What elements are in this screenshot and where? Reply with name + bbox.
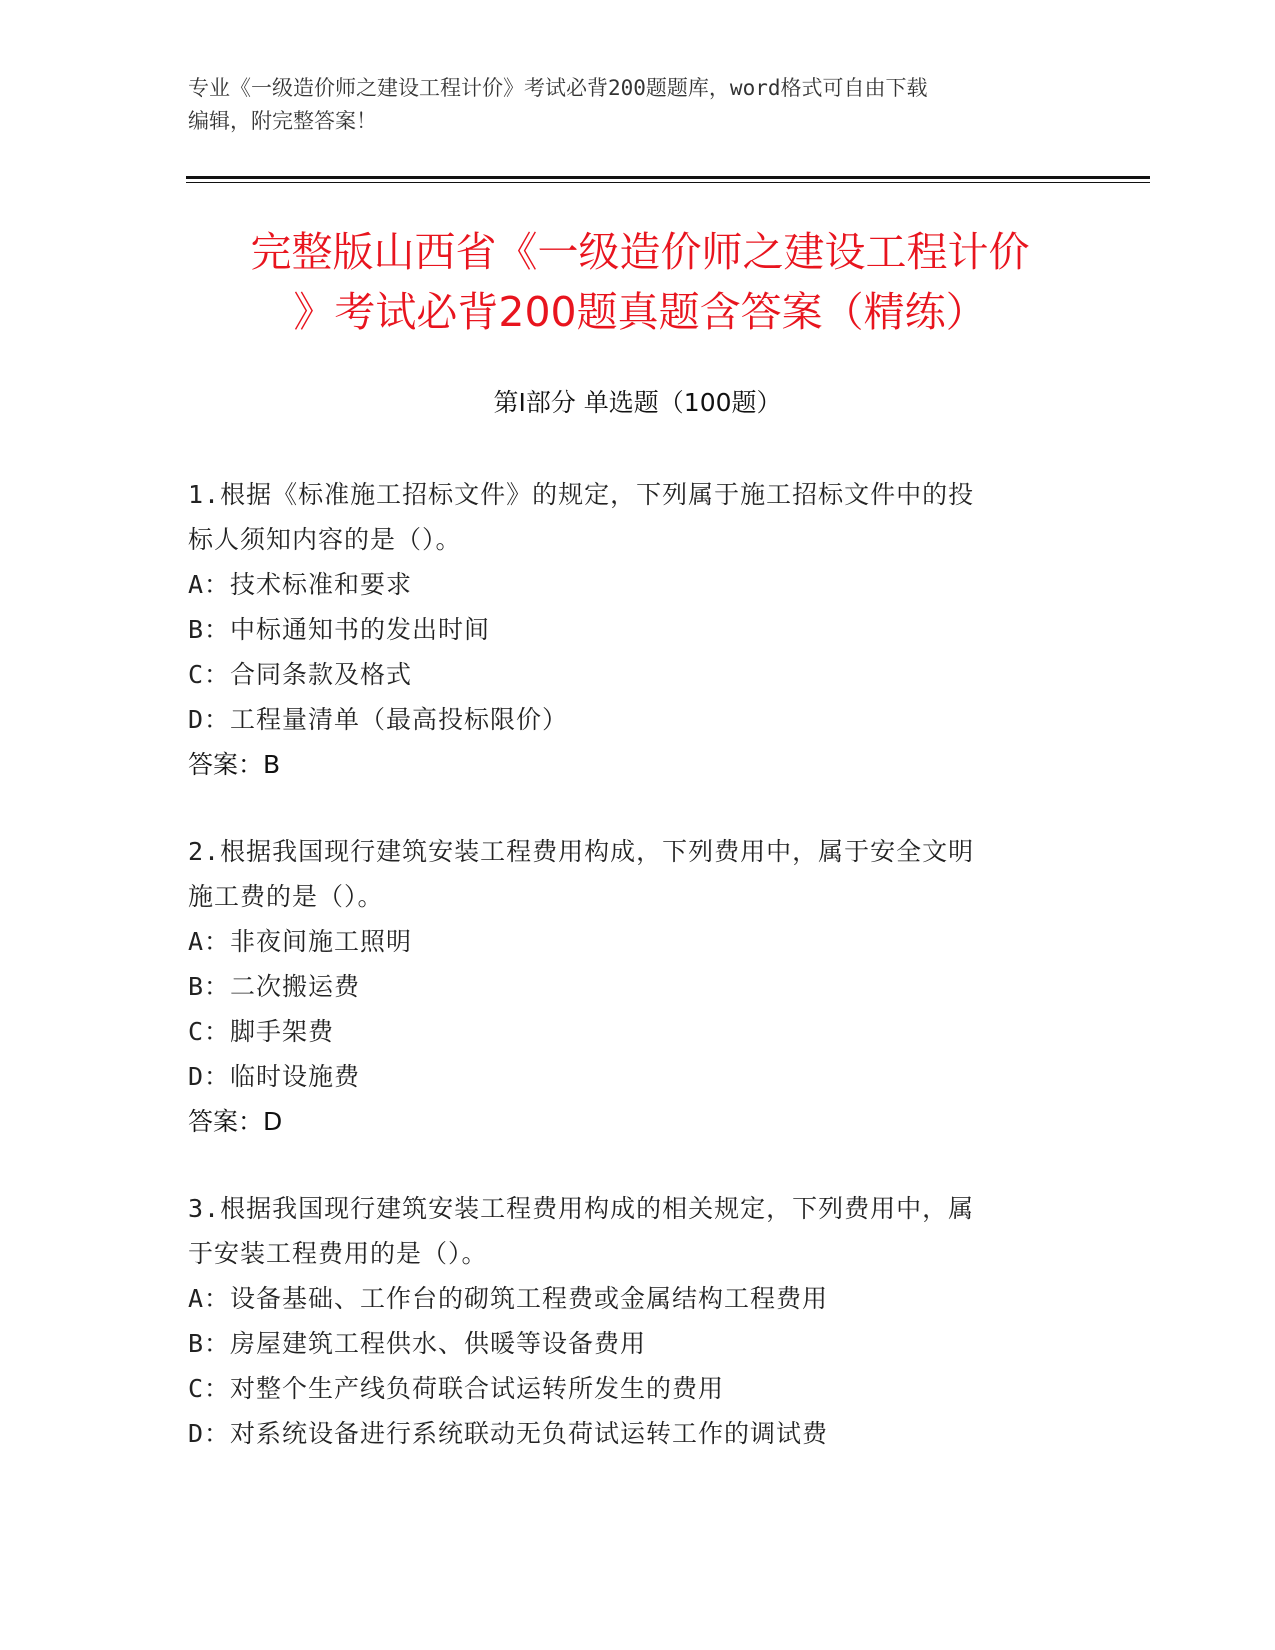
document-title [190, 222, 1090, 342]
option-a: A：技术标准和要求 [188, 570, 413, 599]
question-stem-line-1: 3.根据我国现行建筑安装工程费用构成的相关规定，下列费用中，属 [188, 1194, 975, 1223]
option-d: D：临时设施费 [188, 1062, 361, 1091]
question-stem-line-2: 施工费的是（）。 [188, 882, 384, 911]
question-stem-line-2: 于安装工程费用的是（）。 [188, 1239, 488, 1268]
option-b: B：房屋建筑工程供水、供暖等设备费用 [188, 1329, 647, 1358]
question-list [188, 472, 1068, 1498]
question-1 [188, 472, 1068, 787]
option-c: C：对整个生产线负荷联合试运转所发生的费用 [188, 1374, 725, 1403]
answer: 答案：B [188, 750, 281, 779]
option-c: C：脚手架费 [188, 1017, 335, 1046]
question-stem-line-2: 标人须知内容的是（）。 [188, 525, 462, 554]
option-a: A：非夜间施工照明 [188, 927, 413, 956]
document-title-line-2: 》考试必背200题真题含答案（精练） [293, 288, 987, 336]
option-c: C：合同条款及格式 [188, 660, 413, 689]
option-b: B：中标通知书的发出时间 [188, 615, 491, 644]
document-title-line-1: 完整版山西省《一级造价师之建设工程计价 [250, 228, 1030, 276]
option-b: B：二次搬运费 [188, 972, 361, 1001]
answer: 答案：D [188, 1107, 283, 1136]
option-d: D：工程量清单（最高投标限价） [188, 705, 569, 734]
question-stem-line-1: 2.根据我国现行建筑安装工程费用构成，下列费用中，属于安全文明 [188, 837, 975, 866]
question-stem-line-1: 1.根据《标准施工招标文件》的规定，下列属于施工招标文件中的投 [188, 480, 975, 509]
header-note-line-2: 编辑，附完整答案！ [188, 109, 377, 133]
question-3 [188, 1186, 1068, 1456]
header-divider-thick [186, 176, 1150, 179]
option-a: A：设备基础、工作台的砌筑工程费或金属结构工程费用 [188, 1284, 829, 1313]
option-d: D：对系统设备进行系统联动无负荷试运转工作的调试费 [188, 1419, 829, 1448]
section-heading: 第Ⅰ部分 单选题（100题） [493, 388, 782, 417]
header-note-line-1: 专业《一级造价师之建设工程计价》考试必背200题题库，word格式可自由下载 [188, 76, 928, 100]
question-2 [188, 829, 1068, 1144]
header-divider-thin [186, 182, 1150, 183]
header-note [188, 72, 1088, 138]
